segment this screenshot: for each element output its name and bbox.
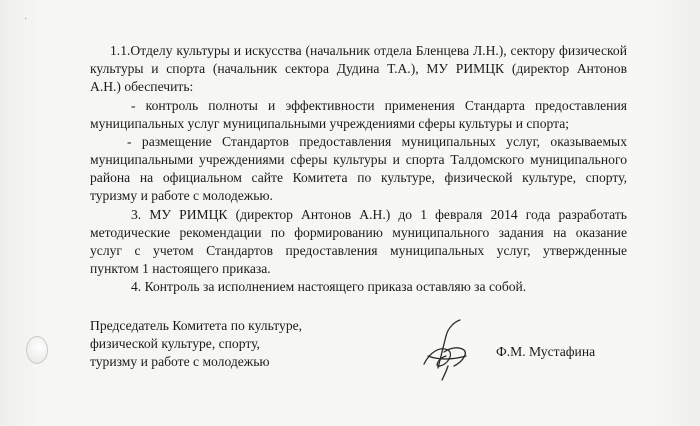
bullet-2-line-4: туризму и работе с молодежью. — [90, 188, 273, 203]
bullet-1-line-2: муниципальных услуг муниципальными учреждениями сферы культуры и спорта; — [90, 116, 570, 131]
signatory-name: Ф.М. Мустафина — [496, 344, 596, 359]
paragraph-3-line-3: услуг с учетом Стандартов предоставления муниципальных услуг, утвержденные — [90, 243, 627, 258]
paragraph-1-1-line-1: 1.1.Отделу культуры и искусства (начальник отдела Бленцева Л.Н.), сектору физической — [110, 43, 627, 58]
signatory-position-line-1: Председатель Комитета по культуре, — [90, 318, 303, 333]
paragraph-3-line-2: методические рекомендации по формированию муниципального задания на оказание — [90, 225, 627, 240]
signatory-position-line-2: физической культуре, спорту, — [90, 336, 260, 351]
bullet-1-line-1: - контроль полноты и эффективности применения Стандарта предоставления — [131, 98, 627, 113]
paragraph-3-line-4: пунктом 1 настоящего приказа. — [90, 261, 271, 276]
bullet-2-line-1: - размещение Стандартов предоставления муниципальных услуг, оказываемых — [127, 134, 627, 149]
bullet-2-line-3: района на официальном сайте Комитета по культуре, физической культуре, спорту, — [90, 170, 627, 185]
paragraph-3-line-1: 3. МУ РИМЦК (директор Антонов А.Н.) до 1 февраля 2014 года разработать — [131, 207, 627, 222]
paragraph-1-1-line-2: культуры и спорта (начальник сектора Дудина Т.А.), МУ РИМЦК (директор Антонов — [90, 61, 627, 76]
paragraph-1-1-line-3: А.Н.) обеспечить: — [90, 79, 194, 94]
signatory-position-line-3: туризму и работе с молодежью — [90, 354, 270, 369]
scan-mark: · — [24, 14, 28, 25]
paragraph-4: 4. Контроль за исполнением настоящего приказа оставляю за собой. — [131, 279, 527, 294]
punch-hole — [26, 336, 48, 364]
bullet-2-line-2: муниципальными учреждениями сферы культуры и спорта Талдомского муниципального — [90, 152, 627, 167]
handwritten-signature-icon — [418, 316, 476, 382]
